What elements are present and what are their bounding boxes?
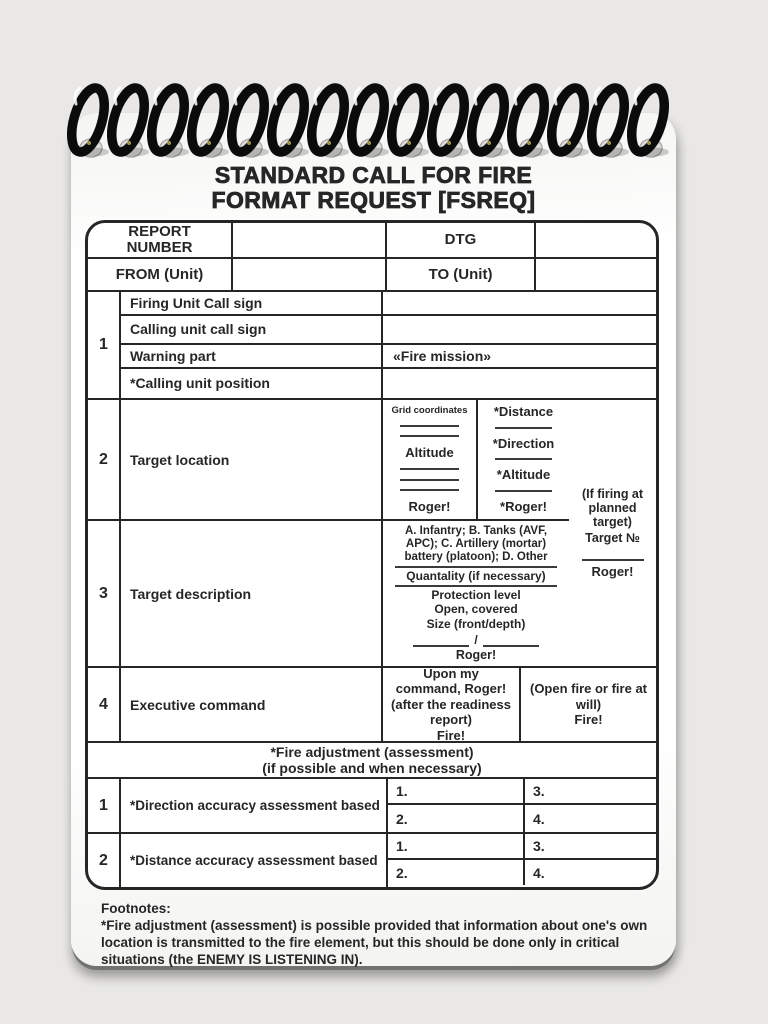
to-unit-value	[536, 259, 656, 290]
calling-unit-position-value	[383, 369, 656, 398]
planned-target-roger-label: Roger!	[591, 564, 634, 579]
grid-altitude-label: Altitude	[405, 444, 454, 460]
footnotes-heading: Footnotes:	[101, 901, 171, 916]
section-1-number: 1	[88, 292, 121, 398]
polar-altitude-label: *Altitude	[496, 467, 551, 483]
size-label: Size (front/depth)	[426, 617, 526, 632]
section-4	[88, 665, 656, 743]
open-covered-label: Open, covered	[434, 602, 518, 617]
warning-part-label: Warning part	[121, 345, 383, 367]
firing-unit-callsign-label: Firing Unit Call sign	[121, 292, 383, 314]
open-fire-text: (Open fire or fire at will)	[529, 681, 648, 712]
planned-target-note: (If firing at planned target)	[581, 487, 644, 529]
distance-cell-3: 3.	[533, 838, 545, 854]
blank-line	[495, 490, 552, 492]
warning-part-value: «Fire mission»	[393, 347, 492, 364]
calling-unit-callsign-label: Calling unit call sign	[121, 316, 383, 343]
section-2-number: 2	[88, 400, 121, 519]
blank-line	[483, 645, 539, 647]
fsreq-form	[85, 220, 659, 890]
target-description-label: Target description	[121, 521, 383, 666]
blank-line	[395, 566, 557, 568]
distance-cell-4: 4.	[533, 864, 545, 881]
grid-roger-label: Roger!	[408, 498, 451, 514]
direction-cell-3: 3.	[533, 783, 545, 799]
header-row-report	[88, 223, 656, 259]
direction-cell-4: 4.	[533, 810, 545, 827]
blank-line	[413, 645, 469, 647]
row-calling-unit-callsign	[121, 316, 656, 345]
distance-label: *Distance	[493, 404, 554, 419]
distance-accuracy-label: *Distance accuracy assessment based	[121, 834, 388, 887]
blank-line	[495, 427, 552, 429]
row-firing-unit-callsign	[121, 292, 656, 316]
adjustment-row-direction	[88, 779, 656, 834]
polar-cell	[478, 400, 569, 519]
dtg-value	[536, 223, 656, 257]
target-number-label: Target №	[585, 531, 640, 545]
notepad	[71, 113, 676, 966]
direction-cell-2: 2.	[388, 805, 525, 832]
footnotes	[101, 900, 648, 968]
report-number-value	[233, 223, 387, 257]
dtg-label: DTG	[387, 223, 536, 257]
polar-roger-label: *Roger!	[500, 498, 547, 514]
section-1	[88, 292, 656, 400]
calling-unit-callsign-value	[383, 316, 656, 343]
distance-cell-2: 2.	[388, 860, 525, 885]
grid-coordinates-cell	[383, 400, 478, 519]
command-text: Upon my command, Roger! (after the readiness report)	[391, 665, 511, 728]
adjustment-row-2-number: 2	[88, 834, 121, 887]
executive-command-label: Executive command	[121, 668, 383, 741]
target-location-label: Target location	[121, 400, 383, 519]
blank-line	[400, 489, 458, 491]
section-4-number: 4	[88, 668, 121, 741]
section-2	[88, 400, 569, 521]
firing-unit-callsign-value	[383, 292, 656, 314]
fire-adjustment-header	[88, 743, 656, 779]
protection-level-label: Protection level	[431, 587, 521, 602]
row-warning-part	[121, 345, 656, 369]
fire-adjustment-heading-line2: (if possible and when necessary)	[262, 760, 482, 776]
size-entry-lines	[388, 633, 564, 647]
section-3-number: 3	[88, 521, 121, 666]
from-unit-label: FROM (Unit)	[88, 259, 233, 290]
blank-line	[400, 425, 458, 427]
planned-target-cell	[569, 400, 656, 666]
command-fire-text: Fire!	[436, 727, 466, 743]
row-calling-unit-position	[121, 369, 656, 398]
from-unit-value	[233, 259, 387, 290]
blank-line	[400, 435, 458, 437]
form-title-line1: STANDARD CALL FOR FIRE	[214, 162, 533, 188]
spiral-binding	[0, 0, 768, 175]
sections-2-3	[88, 400, 656, 668]
to-unit-label: TO (Unit)	[387, 259, 536, 290]
direction-accuracy-label: *Direction accuracy assessment based	[121, 779, 388, 832]
quantity-label: Quantality (if necessary)	[406, 568, 546, 583]
direction-label: *Direction	[492, 435, 555, 451]
footnotes-body: *Fire adjustment (assessment) is possible provided that information about one's own location is transmitted to the fire element, but this should be done only in critical situations (the ENEMY IS LISTENING IN).	[101, 918, 648, 967]
open-fire-fire-text: Fire!	[574, 712, 603, 728]
grid-coordinates-heading: Grid coordinates	[391, 405, 468, 416]
distance-cell-1: 1.	[388, 834, 525, 858]
description-roger-label: Roger!	[455, 648, 497, 662]
blank-line	[400, 479, 458, 481]
executive-command-cell	[383, 665, 521, 743]
target-description-cell	[383, 521, 569, 666]
blank-line	[395, 585, 557, 587]
adjustment-row-1-number: 1	[88, 779, 121, 832]
report-number-label: REPORT NUMBER	[88, 223, 233, 257]
adjustment-row-distance	[88, 834, 656, 887]
form-title-line2: FORMAT REQUEST [FSREQ]	[211, 187, 536, 213]
open-fire-cell	[521, 668, 656, 741]
blank-line	[582, 559, 644, 561]
calling-unit-position-label: *Calling unit position	[121, 369, 383, 398]
section-3	[88, 521, 569, 666]
fire-adjustment-heading-line1: *Fire adjustment (assessment)	[270, 744, 474, 760]
blank-line	[400, 468, 458, 470]
fire-adjustment-heading	[88, 743, 656, 777]
slash-separator: /	[474, 633, 478, 648]
direction-cell-1: 1.	[388, 779, 525, 803]
blank-line	[495, 458, 552, 460]
header-row-units	[88, 259, 656, 292]
target-types-text: A. Infantry; B. Tanks (AVF, APC); C. Artillery (mortar) battery (platoon); D. Other	[404, 525, 548, 563]
